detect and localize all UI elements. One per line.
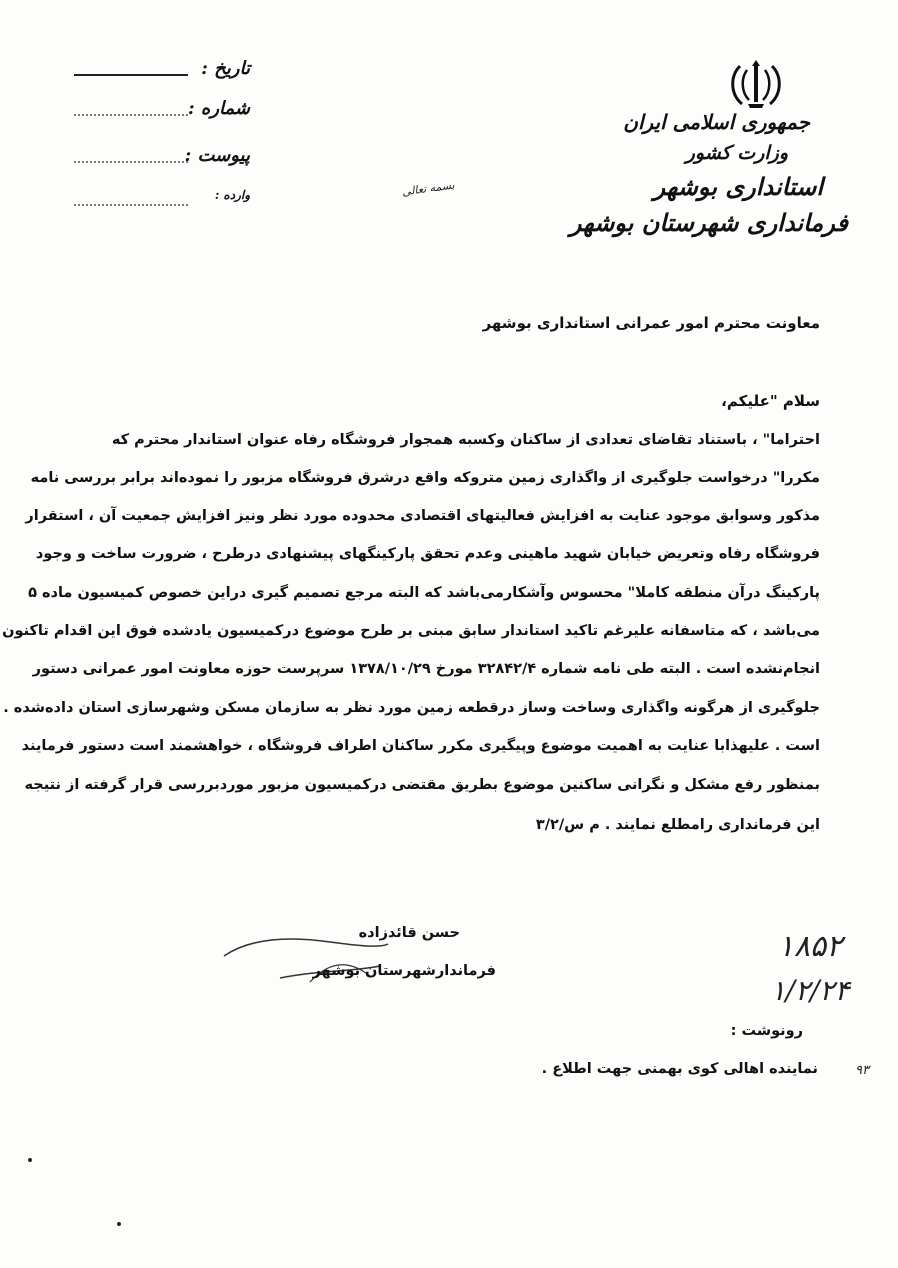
org-line-governorate: استانداری بوشهر [653, 172, 823, 201]
body-line: انجام‌نشده است . البته طی نامه شماره ۳۲۸۴۲/۴ مورخ ۱۳۷۸/۱۰/۲۹ سرپرست حوزه معاونت امور عمرانی دستور [32, 661, 820, 677]
cc-mark-text: ۹۳ [855, 1063, 869, 1078]
body-line: می‌باشد ، که متاسفانه علیرغم تاکید استاندار سابق مبنی بر طرح موضوع درکمیسیون یادشده فوق این اقدام تاکنون [2, 623, 820, 639]
iran-emblem-icon [728, 60, 784, 110]
incoming-line [74, 204, 188, 206]
handwritten-registration [750, 922, 870, 1012]
signer-title: فرماندارشهرستان بوشهر [312, 963, 496, 979]
body-line: احتراما" ، باستناد تقاضای تعدادی از ساکنان وکسبه همجوار فروشگاه رفاه عنوان استاندار محترم که [111, 432, 820, 448]
attachment-label: پیوست : [184, 145, 250, 166]
letter-addressee: معاونت محترم امور عمرانی استانداری بوشهر [482, 314, 820, 332]
body-line: فروشگاه رفاه وتعریض خیابان شهید ماهینی وعدم تحقق پارکینگهای پیشنهادی درطرح ، ضرورت ساخت و وجود [35, 546, 820, 562]
org-line-ministry: وزارت کشور [685, 142, 788, 164]
body-line: مکررا" درخواست جلوگیری از واگذاری زمین متروکه واقع درشرق فروشگاه مزبور را نموده‌اند برابر بررسی نامه [30, 470, 820, 486]
margin-note-handwriting [401, 170, 456, 204]
body-line: جلوگیری از هرگونه واگذاری وساخت وساز درقطعه زمین مورد نظر به سازمان مسکن وشهرسازی استان داده‌شده . [3, 700, 820, 716]
org-line-county: فرمانداری شهرستان بوشهر [569, 208, 848, 237]
handwritten-number: ۱۸۵۲ [777, 929, 843, 964]
number-field [60, 98, 250, 128]
date-line [74, 74, 188, 76]
number-line [74, 114, 188, 116]
incoming-field [60, 188, 250, 218]
signer-name: حسن قائدزاده [358, 925, 460, 941]
body-line: مذکور وسوابق موجود عنایت به افزایش فعالیتهای اقتصادی محدوده مورد نظر ونیز افزایش جمعیت آن ، استقرار [25, 508, 820, 524]
body-line: است . علیهذابا عنایت به اهمیت موضوع وپیگیری مکرر ساکنان اطراف فروشگاه ، خواهشمند است دستور فرمایند [21, 738, 820, 754]
org-line-republic: جمهوری اسلامی ایران [623, 110, 810, 134]
attachment-line [74, 161, 188, 163]
scan-speck [117, 1222, 121, 1226]
number-label: شماره : [187, 98, 250, 119]
body-line: بمنظور رفع مشکل و نگرانی ساکنین موضوع بطریق مقتضی درکمیسیون مزبور موردبررسی قرار گرفته از نتیجه [24, 777, 820, 793]
margin-note-text: بسمه تعالی [401, 178, 456, 199]
date-field [60, 58, 250, 88]
incoming-label: وارده : [214, 188, 250, 202]
scan-speck [28, 1158, 32, 1162]
cc-handwritten-mark [848, 1058, 876, 1080]
date-label: تاریخ : [201, 58, 250, 79]
attachment-field [60, 145, 250, 175]
handwritten-date: ۱/۲/۲۴ [770, 974, 850, 1007]
body-line: این فرمانداری رامطلع نمایند . م س/۳/۲ [535, 817, 820, 833]
cc-label: رونوشت : [730, 1023, 803, 1039]
letter-greeting: سلام "علیکم، [721, 392, 820, 410]
cc-item: نماینده اهالی کوی بهمنی جهت اطلاع . [541, 1061, 818, 1077]
body-line: پارکینگ درآن منطقه کاملا" محسوس وآشکارمی‌باشد که البته مرجع تصمیم گیری دراین خصوص کمیسیون ماده ۵ [28, 585, 820, 601]
